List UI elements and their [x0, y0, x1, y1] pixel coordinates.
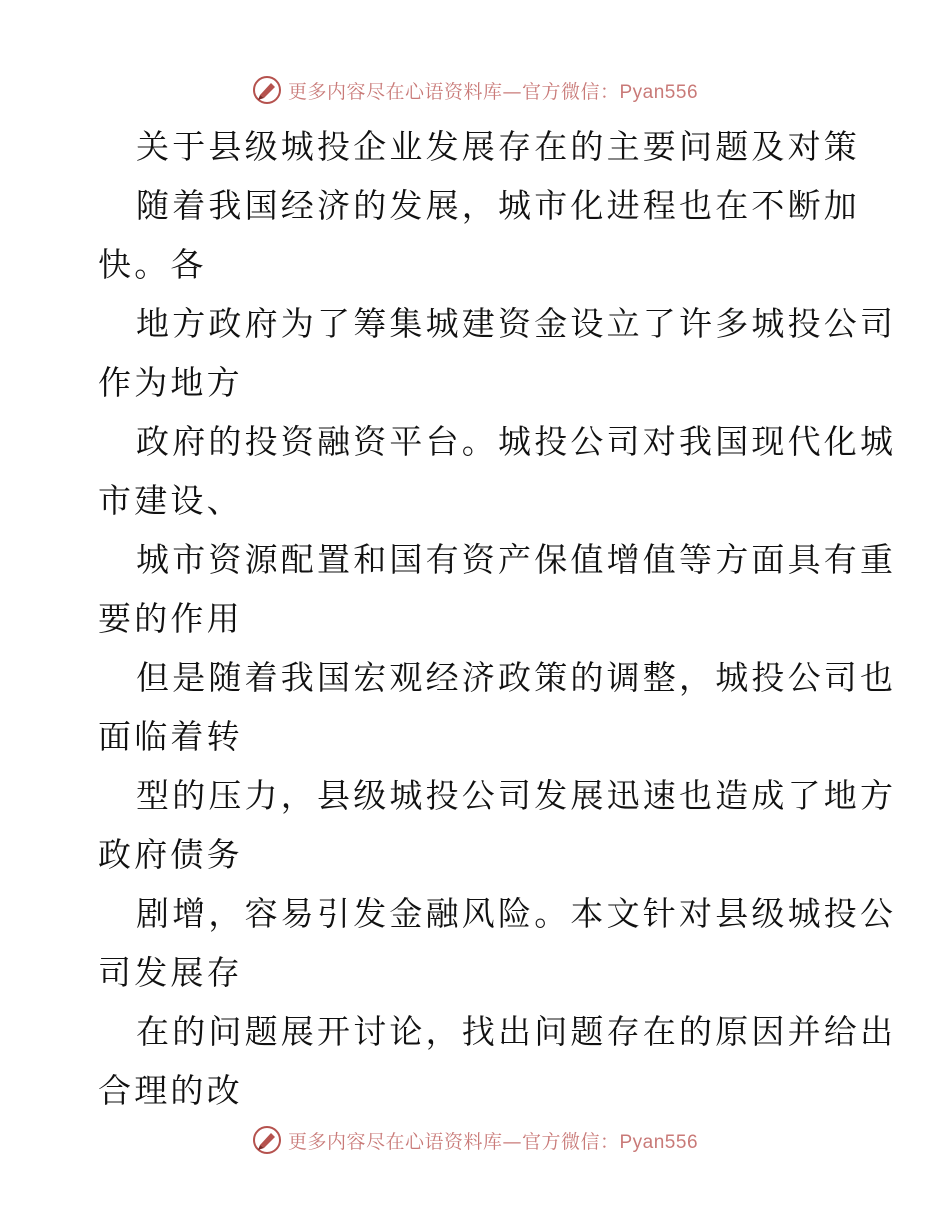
header-wechat-id: Pyan556 [619, 81, 699, 103]
paragraph-line: 政府债务 [98, 835, 243, 874]
document-title: 关于县级城投企业发展存在的主要问题及对策 [136, 127, 860, 166]
paragraph-line: 司发展存 [98, 953, 243, 992]
paragraph-line: 城市资源配置和国有资产保值增值等方面具有重 [136, 540, 897, 579]
pen-seal-icon [252, 75, 282, 105]
paragraph-line: 但是随着我国宏观经济政策的调整，城投公司也 [136, 658, 897, 697]
paragraph-line: 快。各 [98, 245, 207, 284]
header-banner-text: 更多内容尽在心语资料库—官方微信：Pyan556 [287, 80, 699, 103]
paragraph-line: 市建设、 [98, 481, 243, 520]
paragraph-line: 在的问题展开讨论，找出问题存在的原因并给出 [136, 1012, 897, 1051]
paragraph-line: 型的压力，县级城投公司发展迅速也造成了地方 [136, 776, 897, 815]
pen-seal-icon [252, 1125, 282, 1155]
footer-banner-text: 更多内容尽在心语资料库—官方微信：Pyan556 [287, 1130, 699, 1153]
paragraph-line: 随着我国经济的发展，城市化进程也在不断加 [136, 186, 860, 225]
paragraph-line: 政府的投资融资平台。城投公司对我国现代化城 [136, 422, 897, 461]
paragraph-line: 剧增，容易引发金融风险。本文针对县级城投公 [136, 894, 897, 933]
paragraph-line: 作为地方 [98, 363, 243, 402]
paragraph-line: 面临着转 [98, 717, 243, 756]
paragraph-line: 合理的改 [98, 1071, 243, 1110]
header-banner [0, 70, 950, 110]
footer-banner [0, 1120, 950, 1160]
paragraph-line: 要的作用 [98, 599, 243, 638]
paragraph-line: 地方政府为了筹集城建资金设立了许多城投公司 [136, 304, 897, 343]
footer-wechat-id: Pyan556 [619, 1131, 699, 1153]
